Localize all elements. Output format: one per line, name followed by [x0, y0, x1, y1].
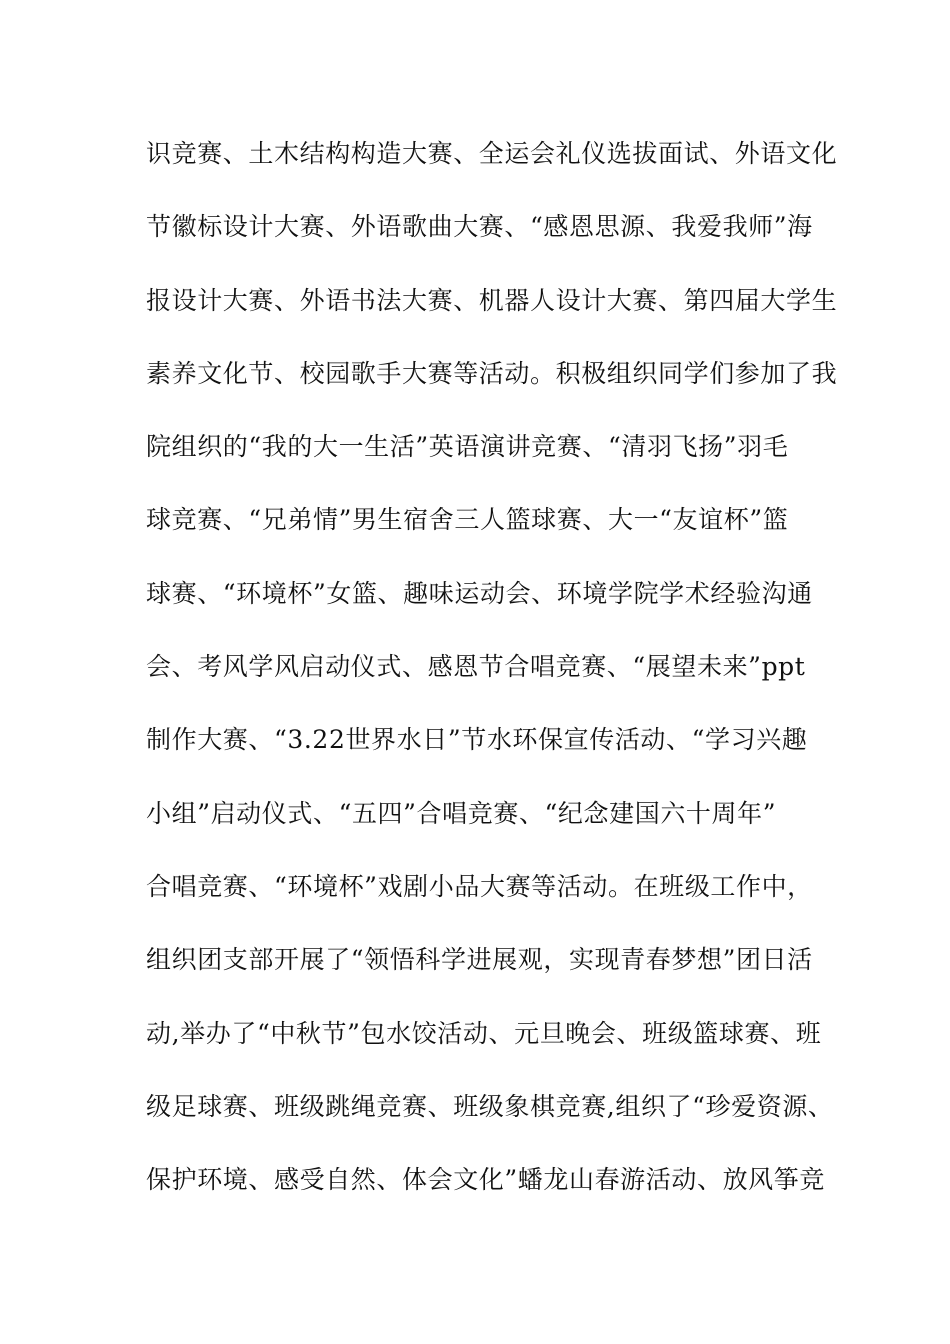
text-line: 球赛、“环境杯”女篮、趣味运动会、环境学院学术经验沟通	[146, 578, 813, 608]
text-line: 级足球赛、班级跳绳竞赛、班级象棋竞赛,组织了“珍爱资源、	[146, 1091, 834, 1121]
text-line: 合唱竞赛、“环境杯”戏剧小品大赛等活动。在班级工作中，	[146, 871, 813, 901]
text-line: 球竞赛、“兄弟情”男生宿舍三人篮球赛、大一“友谊杯”篮	[146, 505, 789, 535]
text-line: 报设计大赛、外语书法大赛、机器人设计大赛、第四届大学生	[146, 285, 838, 315]
text-line: 小组”启动仪式、“五四”合唱竞赛、“纪念建国六十周年”	[146, 798, 777, 828]
body-paragraph	[146, 131, 838, 1230]
text-line: 院组织的“我的大一生活”英语演讲竞赛、“清羽飞扬”羽毛	[146, 432, 789, 462]
text-line: 识竞赛、土木结构构造大赛、全运会礼仪选拔面试、外语文化	[146, 139, 838, 168]
text-line: 节徽标设计大赛、外语歌曲大赛、“感恩思源、我爱我师”海	[146, 212, 813, 242]
text-line: 会、考风学风启动仪式、感恩节合唱竞赛、“展望未来”ppt	[146, 652, 806, 682]
text-line: 素养文化节、校园歌手大赛等活动。积极组织同学们参加了我	[146, 358, 838, 388]
text-line: 动,举办了“中秋节”包水饺活动、元旦晚会、班级篮球赛、班	[146, 1018, 822, 1048]
text-line: 保护环境、感受自然、体会文化”蟠龙山春游活动、放风筝竞	[146, 1165, 825, 1195]
text-line: 制作大赛、“3.22世界水日”节水环保宣传活动、“学习兴趣	[146, 725, 808, 755]
text-line: 组织团支部开展了“领悟科学进展观，实现青春梦想”团日活	[146, 945, 813, 975]
